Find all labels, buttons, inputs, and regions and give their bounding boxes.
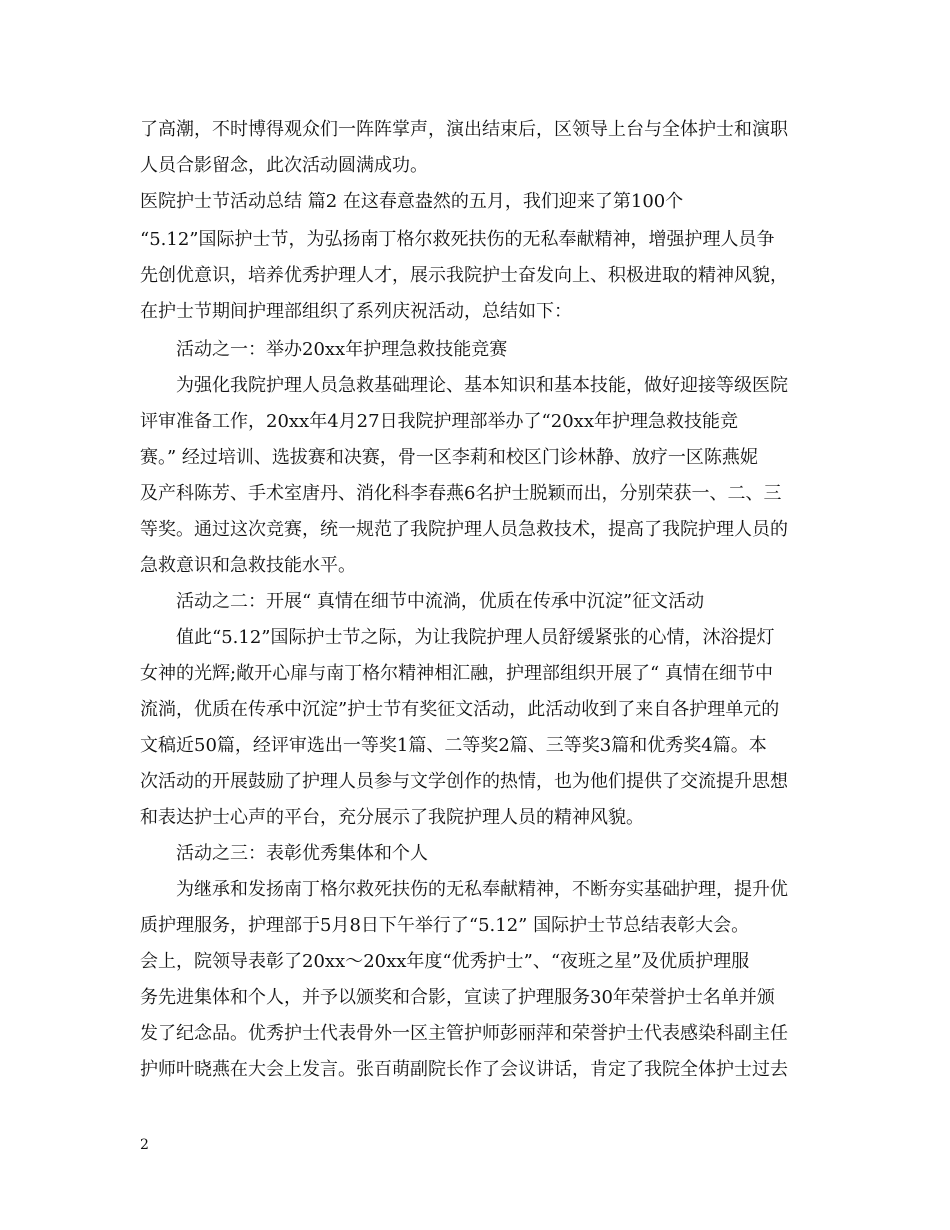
text-line: 护师叶晓燕在大会上发言。张百萌副院长作了会议讲话，肯定了我院全体护士过去 bbox=[140, 1059, 788, 1080]
text-line: 先创优意识，培养优秀护理人才，展示我院护士奋发向上、积极进取的精神风貌， bbox=[140, 265, 788, 286]
section-heading-line: 医院护士节活动总结 篇2 在这春意盎然的五月，我们迎来了第100个 bbox=[140, 191, 684, 212]
text-line: 及产科陈芳、手术室唐丹、消化科李春燕6名护士脱颖而出，分别荣获一、二、三 bbox=[140, 483, 782, 504]
text-line: 为强化我院护理人员急救基础理论、基本知识和基本技能，做好迎接等级医院 bbox=[176, 375, 788, 396]
text-line: 和表达护士心声的平台，充分展示了我院护理人员的精神风貌。 bbox=[140, 807, 644, 828]
text-line: 在护士节期间护理部组织了系列庆祝活动，总结如下： bbox=[140, 301, 572, 322]
text-line: 质护理服务，护理部于5月8日下午举行了“5.12” 国际护士节总结表彰大会。 bbox=[140, 915, 750, 936]
text-line: 会上，院领导表彰了20xx～20xx年度“优秀护士”、“夜班之星”及优质护理服 bbox=[140, 951, 750, 972]
page-number: 2 bbox=[140, 1137, 149, 1153]
text-line: 流淌，优质在传承中沉淀”护士节有奖征文活动，此活动收到了来自各护理单元的 bbox=[140, 699, 780, 720]
text-line: 发了纪念品。优秀护士代表骨外一区主管护师彭丽萍和荣誉护士代表感染科副主任 bbox=[140, 1023, 788, 1044]
activity-heading-2: 活动之二：开展“ 真情在细节中流淌，优质在传承中沉淀”征文活动 bbox=[176, 591, 705, 612]
text-line: 人员合影留念，此次活动圆满成功。 bbox=[140, 155, 428, 176]
text-line: 务先进集体和个人，并予以颁奖和合影，宣读了护理服务30年荣誉护士名单并颁 bbox=[140, 987, 775, 1008]
text-line: 文稿近50篇，经评审选出一等奖1篇、二等奖2篇、三等奖3篇和优秀奖4篇。本 bbox=[140, 735, 767, 756]
text-line: 等奖。通过这次竞赛，统一规范了我院护理人员急救技术，提高了我院护理人员的 bbox=[140, 519, 788, 540]
text-line: 为继承和发扬南丁格尔救死扶伤的无私奉献精神，不断夯实基础护理，提升优 bbox=[176, 879, 788, 900]
activity-heading-3: 活动之三：表彰优秀集体和个人 bbox=[176, 843, 428, 864]
text-line: 值此“5.12”国际护士节之际，为让我院护理人员舒缓紧张的心情，沐浴提灯 bbox=[176, 627, 775, 648]
text-line: 女神的光辉;敞开心扉与南丁格尔精神相汇融，护理部组织开展了“ 真情在细节中 bbox=[140, 663, 773, 684]
text-line: 急救意识和急救技能水平。 bbox=[140, 555, 356, 576]
text-line: 评审准备工作，20xx年4月27日我院护理部举办了“20xx年护理急救技能竞 bbox=[140, 411, 738, 432]
text-line: 赛。” 经过培训、选拔赛和决赛，骨一区李莉和校区门诊林静、放疗一区陈燕妮 bbox=[140, 447, 758, 468]
text-line: 次活动的开展鼓励了护理人员参与文学创作的热情，也为他们提供了交流提升思想 bbox=[140, 771, 788, 792]
text-line: 了高潮，不时博得观众们一阵阵掌声，演出结束后，区领导上台与全体护士和演职 bbox=[140, 119, 788, 140]
text-line: “5.12”国际护士节，为弘扬南丁格尔救死扶伤的无私奉献精神，增强护理人员争 bbox=[140, 229, 775, 250]
activity-heading-1: 活动之一：举办20xx年护理急救技能竞赛 bbox=[176, 339, 508, 360]
